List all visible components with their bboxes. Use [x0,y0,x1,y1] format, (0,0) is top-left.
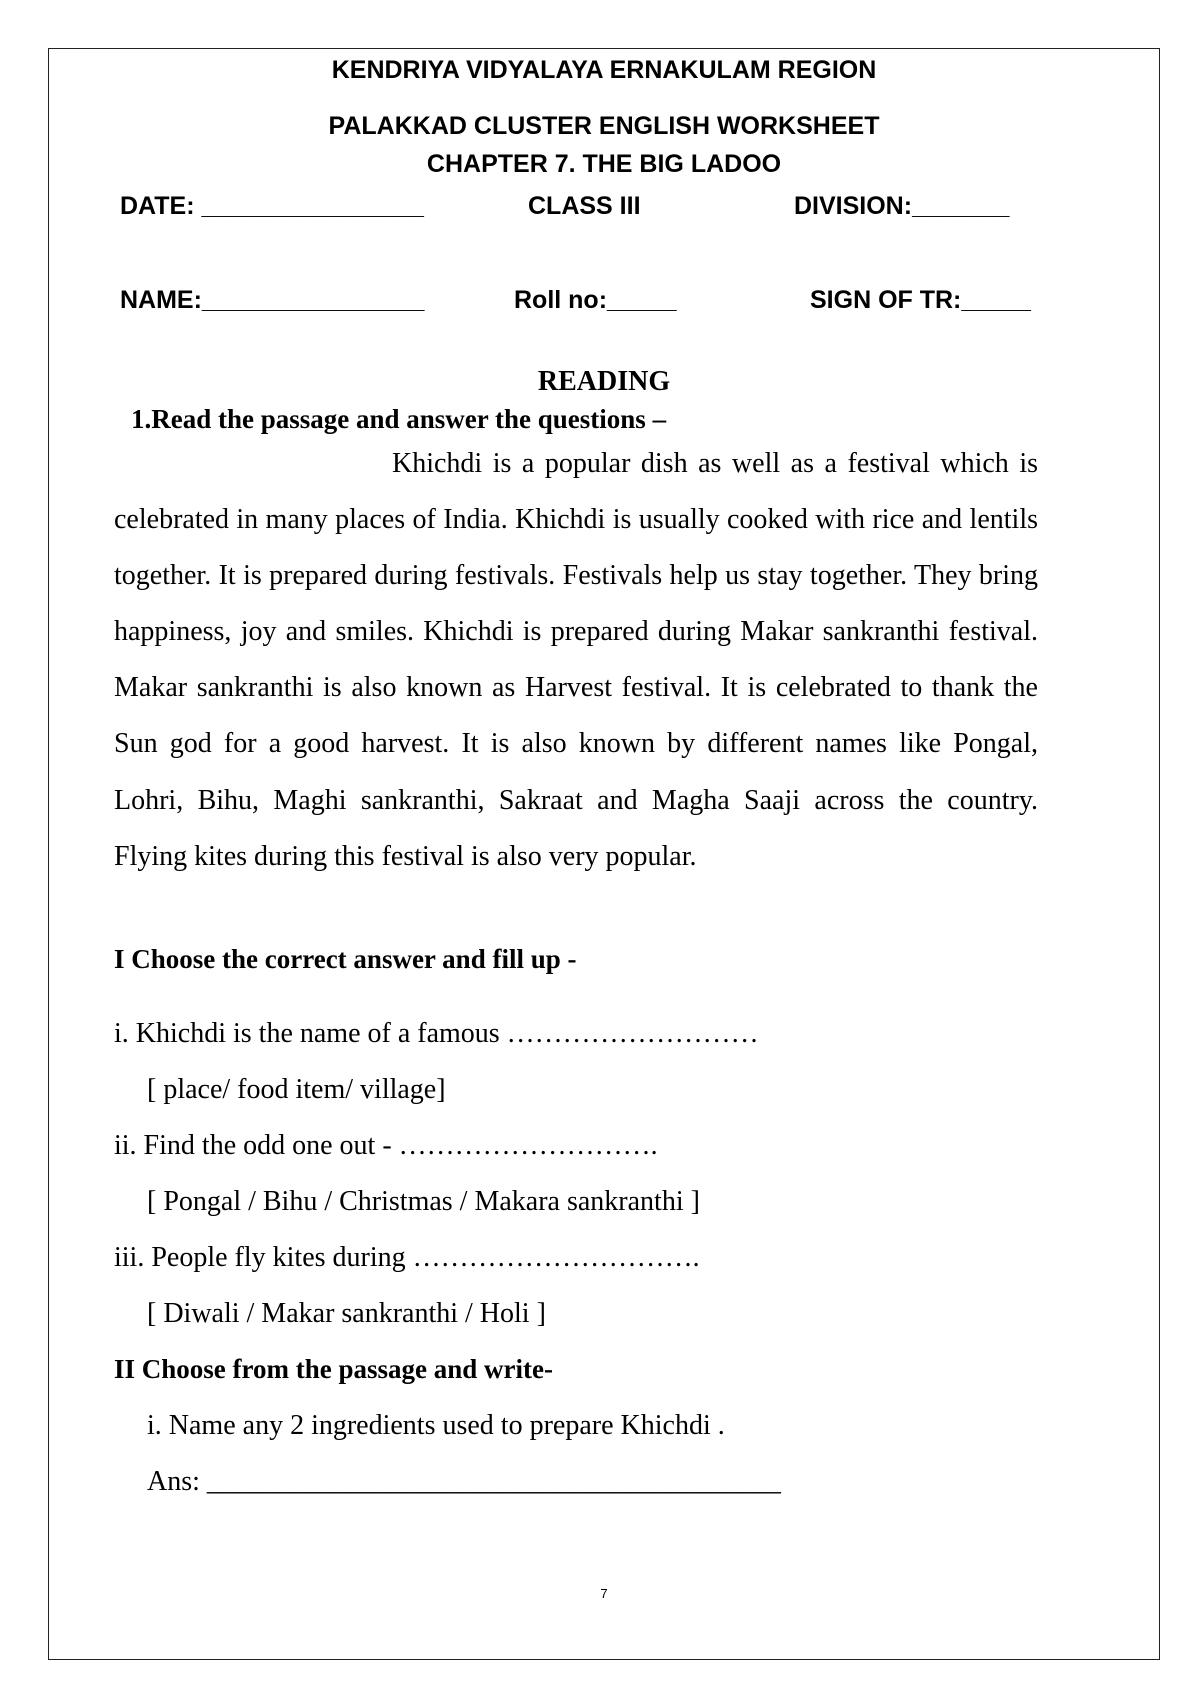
answer-line: Ans: _________________________________________ [147,1466,781,1497]
question-1-heading: 1.Read the passage and answer the questions – [131,404,667,434]
school-title: KENDRIYA VIDYALAYA ERNAKULAM REGION [331,56,877,84]
options-ii: [ Pongal / Bihu / Christmas / Makara sankranthi ] [147,1186,700,1217]
question-iii: iii. People fly kites during …………………………. [114,1242,700,1273]
question-ii: ii. Find the odd one out - ………………………. [114,1130,658,1161]
question-ingredients: i. Name any 2 ingredients used to prepare Khichdi . [147,1410,725,1441]
page-number: 7 [600,1586,608,1601]
part-1-heading: I Choose the correct answer and fill up - [114,944,577,974]
chapter-title: CHAPTER 7. THE BIG LADOO [426,150,782,178]
worksheet-title: PALAKKAD CLUSTER ENGLISH WORKSHEET [328,112,880,140]
options-iii: [ Diwali / Makar sankranthi / Holi ] [147,1298,546,1329]
part-2-heading: II Choose from the passage and write- [114,1354,553,1384]
passage-text: Khichdi is a popular dish as well as a festival which is celebrated in many places of India. Khichdi is usually cooked with rice and lentils together. It is prepared during festivals. Festivals help us stay together. They bring happiness, joy and smiles. Khichdi is prepared during Makar sankranthi festival. Makar sankranthi is also known as Harvest festival. It is celebrated to thank the Sun god for a good harvest. It is also known by different names like Pongal, Lohri, Bihu, Maghi sankranthi, Sakraat and Magha Saaji across the country. Flying kites during this festival is also very popular. [114,448,1038,872]
division-field: DIVISION:_______ [794,192,1010,220]
question-i: i. Khichdi is the name of a famous ……………………… [114,1018,759,1049]
roll-field: Roll no:_____ [514,286,677,314]
name-field: NAME:________________ [120,286,425,314]
date-field: DATE: ________________ [120,192,424,220]
class-label: CLASS III [528,192,641,220]
reading-passage [114,436,1038,885]
section-heading: READING [537,366,671,397]
teacher-sign-field: SIGN OF TR:_____ [810,286,1031,314]
options-i: [ place/ food item/ village] [147,1074,446,1105]
